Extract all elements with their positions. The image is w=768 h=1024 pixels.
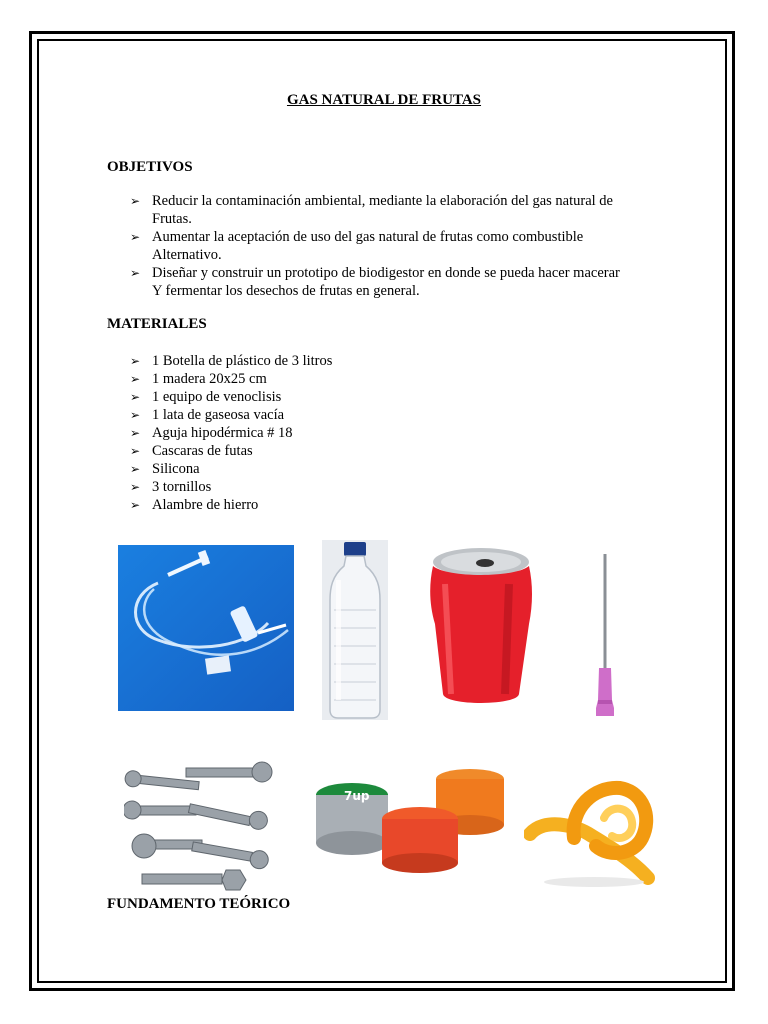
hypodermic-needle-image xyxy=(590,550,622,720)
material-text: 1 equipo de venoclisis xyxy=(152,389,282,405)
objectives-list xyxy=(130,192,650,300)
cap-label: 7up xyxy=(344,789,370,803)
theory-heading: FUNDAMENTO TEÓRICO xyxy=(107,896,291,912)
objective-text: Reducir la contaminación ambiental, mediante la elaboración del gas natural de xyxy=(152,193,613,209)
objective-item xyxy=(130,264,650,300)
material-item xyxy=(130,460,332,478)
materials-heading: MATERIALES xyxy=(107,316,207,332)
bottle-caps-image xyxy=(306,767,508,875)
bullet-arrow-icon: ➢ xyxy=(130,354,141,368)
bullet-arrow-icon: ➢ xyxy=(130,498,141,512)
bullet-arrow-icon: ➢ xyxy=(130,408,141,422)
material-item xyxy=(130,424,332,442)
material-text: Silicona xyxy=(152,461,200,477)
material-item xyxy=(130,442,332,460)
bullet-arrow-icon: ➢ xyxy=(130,266,141,280)
bullet-arrow-icon: ➢ xyxy=(130,194,141,208)
material-text: Aguja hipodérmica # 18 xyxy=(152,425,293,441)
material-item xyxy=(130,406,332,424)
material-item xyxy=(130,478,332,496)
bullet-arrow-icon: ➢ xyxy=(130,390,141,404)
materials-list xyxy=(130,352,332,514)
material-item xyxy=(130,352,332,370)
soda-can-image xyxy=(425,544,537,712)
material-item xyxy=(130,388,332,406)
bullet-arrow-icon: ➢ xyxy=(130,372,141,386)
orange-peel-image xyxy=(524,778,656,890)
material-text: 3 tornillos xyxy=(152,479,212,495)
material-item xyxy=(130,370,332,388)
material-text: 1 lata de gaseosa vacía xyxy=(152,407,285,423)
bullet-arrow-icon: ➢ xyxy=(130,230,141,244)
bullet-arrow-icon: ➢ xyxy=(130,480,141,494)
objective-text-cont: Y fermentar los desechos de frutas en general. xyxy=(152,283,420,299)
material-item xyxy=(130,496,332,514)
plastic-bottle-image xyxy=(322,540,388,720)
objective-text: Aumentar la aceptación de uso del gas natural de frutas como combustible xyxy=(152,229,584,245)
screws-image xyxy=(124,758,276,896)
objectives-heading: OBJETIVOS xyxy=(107,159,193,175)
material-text: 1 Botella de plástico de 3 litros xyxy=(152,353,333,369)
material-text: Alambre de hierro xyxy=(152,497,259,513)
bullet-arrow-icon: ➢ xyxy=(130,444,141,458)
objective-text-cont: Frutas. xyxy=(152,211,192,227)
objective-text-cont: Alternativo. xyxy=(152,247,222,263)
material-text: Cascaras de futas xyxy=(152,443,253,459)
objective-item xyxy=(130,228,650,264)
bullet-arrow-icon: ➢ xyxy=(130,426,141,440)
document-title: GAS NATURAL DE FRUTAS xyxy=(286,92,482,108)
material-text: 1 madera 20x25 cm xyxy=(152,371,267,387)
objective-item xyxy=(130,192,650,228)
bullet-arrow-icon: ➢ xyxy=(130,462,141,476)
iv-set-image xyxy=(118,545,294,711)
objective-text: Diseñar y construir un prototipo de biodigestor en donde se pueda hacer macerar xyxy=(152,265,620,281)
